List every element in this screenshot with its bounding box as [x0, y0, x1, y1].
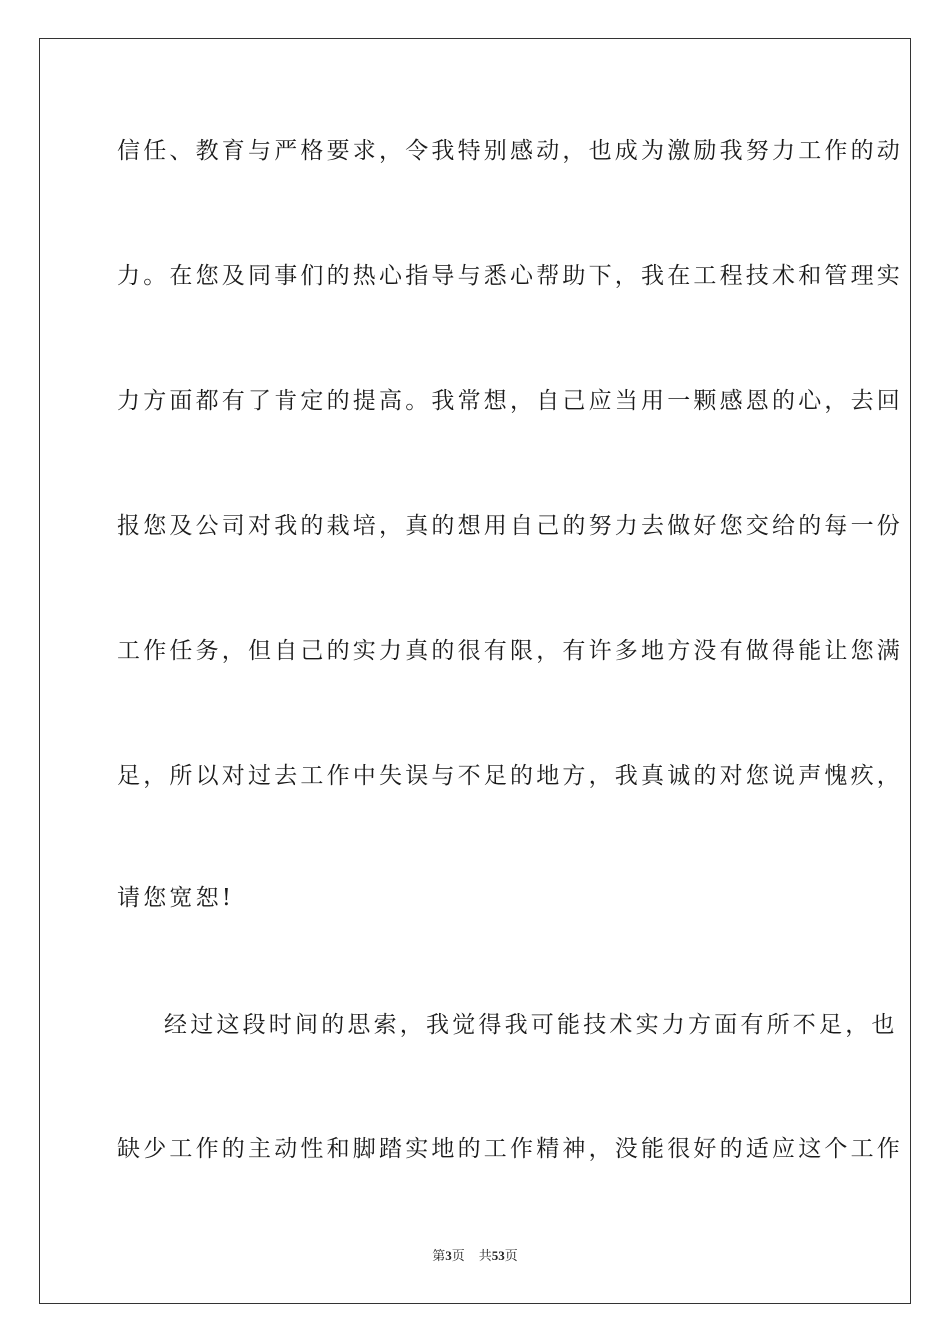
text-line-8: 经过这段时间的思索，我觉得我可能技术实力方面有所不足，也 [164, 1012, 898, 1038]
text-line-9: 缺少工作的主动性和脚踏实地的工作精神，没能很好的适应这个工作 [117, 1136, 903, 1162]
footer-total-prefix: 共 [478, 1248, 492, 1263]
footer-total-unit: 页 [504, 1248, 518, 1263]
text-line-2: 力。在您及同事们的热心指导与悉心帮助下，我在工程技术和管理实 [117, 263, 903, 289]
text-line-4: 报您及公司对我的栽培，真的想用自己的努力去做好您交给的每一份 [117, 513, 903, 539]
page-footer [0, 1247, 950, 1265]
text-line-1: 信任、教育与严格要求，令我特别感动，也成为激励我努力工作的动 [117, 138, 903, 164]
text-line-5: 工作任务，但自己的实力真的很有限，有许多地方没有做得能让您满 [117, 638, 903, 664]
text-line-3: 力方面都有了肯定的提高。我常想，自己应当用一颗感恩的心，去回 [117, 388, 903, 414]
total-pages-number: 53 [491, 1248, 505, 1263]
text-line-7: 请您宽恕! [117, 885, 235, 911]
page-frame [39, 38, 911, 1304]
footer-page-unit: 页 [451, 1248, 465, 1263]
footer-prefix: 第 [432, 1248, 446, 1263]
text-line-6: 足，所以对过去工作中失误与不足的地方，我真诚的对您说声愧疚， [117, 763, 903, 789]
current-page-number: 3 [445, 1248, 452, 1263]
